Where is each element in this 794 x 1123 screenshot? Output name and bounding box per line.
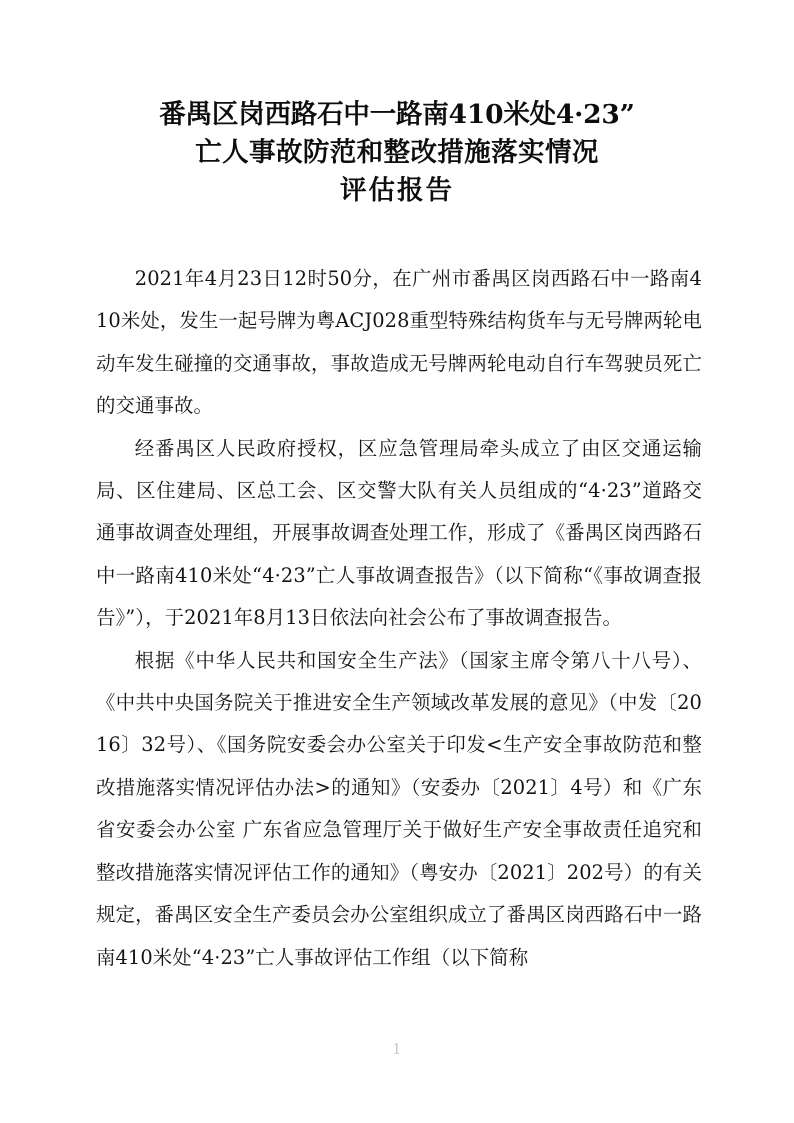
title-line-1: 番禺区岗西路石中一路南410米处4·23” <box>159 99 635 130</box>
page-title <box>97 96 697 210</box>
body-paragraph-1: 2021年4月23日12时50分，在广州市番禺区岗西路石中一路南410米处，发生一起号牌为粤ACJ028重型特殊结构货车与无号牌两轮电动车发生碰撞的交通事故，事故造成无号牌两轮电动自行车驾驶员死亡的交通事故。 <box>96 267 702 418</box>
document-body <box>96 258 702 979</box>
body-paragraph-2: 经番禺区人民政府授权，区应急管理局牵头成立了由区交通运输局、区住建局、区总工会、区交警大队有关人员组成的“4·23”道路交通事故调查处理组，开展事故调查处理工作，形成了《番禺区岗西路石中一路南410米处“4·23”亡人事故调查报告》（以下简称“《事故调查报告》”），于2021年8月13日依法向社会公布了事故调查报告。 <box>96 436 702 630</box>
body-paragraph-3: 根据《中华人民共和国安全生产法》（国家主席令第八十八号）、《中共中央国务院关于推进安全生产领域改革发展的意见》（中发〔2016〕32号）、《国务院安委会办公室关于印发<生产安全事故防范和整改措施落实情况评估办法>的通知》（安委办〔2021〕4号）和《广东省安委会办公室 广东省应急管理厅关于做好生产安全事故责任追究和整改措施落实情况评估工作的通知》（粤安办〔2021〕202号）的有关规定，番禺区安全生产委员会办公室组织成立了番禺区岗西路石中一路南410米处“4·23”亡人事故评估工作组（以下简称 <box>96 648 702 969</box>
title-line-2: 亡人事故防范和整改措施落实情况 <box>195 137 599 168</box>
title-line-3: 评估报告 <box>340 175 454 206</box>
page-number: 1 <box>391 1040 403 1058</box>
